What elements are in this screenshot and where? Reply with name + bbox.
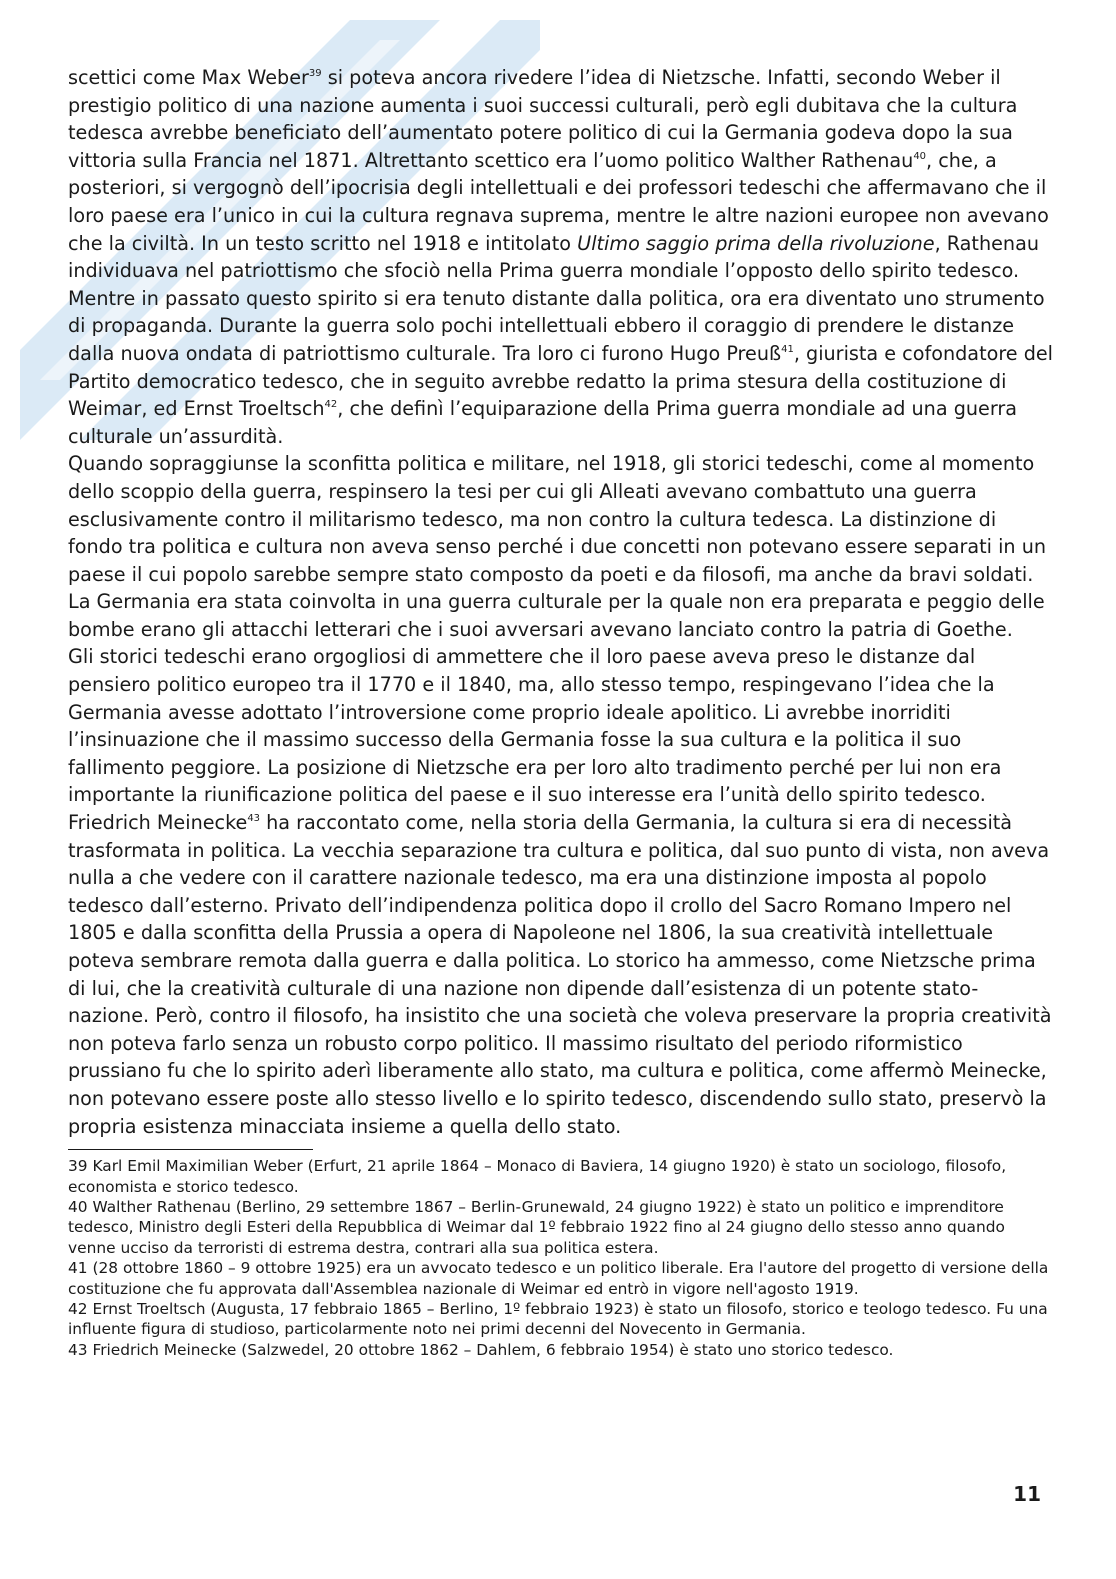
footnote-ref-41[interactable]: 41: [781, 343, 794, 355]
text-run: scettici come Max Weber: [68, 66, 309, 89]
footnote-40: 40 Walther Rathenau (Berlino, 29 settembre 1867 – Berlin-Grunewald, 24 giugno 1922) è stato un politico e imprenditore tedesco, Ministro degli Esteri della Repubblica di Weimar dal 1º febbraio 1922 fino al 24 giugno dello stesso anno quando venne ucciso da terroristi di estrema destra, contrari alla sua politica estera.: [68, 1197, 1005, 1257]
footnote-ref-39[interactable]: 39: [308, 68, 322, 79]
text-run: Gli storici tedeschi erano orgogliosi di ammettere che il loro paese aveva preso le distanze dal pensiero politico europeo tra il 1770 e il 1840, ma, allo stesso tempo, respingevano l’idea che la Germania avesse adottato l’introversione come proprio ideale apolitico. Li avrebbe inorriditi l’insinuazione che il massimo successo della Germania fosse la sua cultura e la politica il suo fallimento peggiore. La posizione di Nietzsche era per loro alto tradimento perché per lui non era importante la riunificazione politica del paese e il suo interesse era l’unità dello spirito tedesco. Friedrich Meinecke: [68, 645, 1002, 835]
paragraph-3: [68, 643, 1053, 1140]
footnote-42: 42 Ernst Troeltsch (Augusta, 17 febbraio 1865 – Berlino, 1º febbraio 1923) è stato un filosofo, storico e teologo tedesco. Fu una influente figura di studioso, particolarmente noto nei primi decenni del Novecento in Germania.: [68, 1300, 1048, 1339]
footnotes: [68, 1156, 1053, 1360]
text-run: , che, a posteriori, si vergognò dell’ipocrisia degli intellettuali e dei professori tedeschi che affermavano che il loro paese era l’unico in cui la cultura regnava suprema, mentre le altre nazioni europee non avevano che la civiltà. In un testo scritto nel 1918 e intitolato: [68, 148, 1049, 255]
page-number: 11: [1013, 1482, 1041, 1506]
paragraph-1: [68, 64, 1053, 450]
footnote-separator: [68, 1149, 313, 1150]
footnote-41: 41 (28 ottobre 1860 – 9 ottobre 1925) era un avvocato tedesco e un politico liberale. Era l'autore del progetto di versione della costituzione che fu approvata dall'Assemblea nazionale di Weimar ed entrò in vigore nell'agosto 1919.: [68, 1259, 1049, 1298]
footnote-43: 43 Friedrich Meinecke (Salzwedel, 20 ottobre 1862 – Dahlem, 6 febbraio 1954) è stato uno storico tedesco.: [68, 1340, 894, 1359]
body-text: [68, 64, 1053, 1140]
text-run: , Rathenau individuava nel patriottismo che sfociò nella Prima guerra mondiale l’opposto dello spirito tedesco. Mentre in passato questo spirito si era tenuto distante dalla politica, ora era diventato uno strumento di propaganda. Durante la guerra solo pochi intellettuali ebbero il coraggio di prendere le distanze dalla nuova ondata di patriottismo culturale. Tra loro ci furono Hugo Preuß: [68, 231, 1045, 365]
footnote-ref-42[interactable]: 42: [324, 399, 338, 411]
footnote-ref-40[interactable]: 40: [913, 150, 927, 162]
text-run: , giurista e cofondatore del Partito democratico tedesco, che in seguito avrebbe redatto la prima stesura della costituzione di Weimar, ed Ernst Troeltsch: [68, 341, 1054, 421]
document-page: [68, 64, 1053, 1360]
text-run: si poteva ancora rivedere l’idea di Nietzsche. Infatti, secondo Weber il prestigio politico di una nazione aumenta i suoi successi culturali, però egli dubitava che la cultura tedesca avrebbe beneficiato dell’aumentato potere politico di cui la Germania godeva dopo la sua vittoria sulla Francia nel 1871. Altrettanto scettico era l’uomo politico Walther Rathenau: [68, 66, 1018, 172]
footnote-39: 39 Karl Emil Maximilian Weber (Erfurt, 21 aprile 1864 – Monaco di Baviera, 14 giugno 1920) è stato un sociologo, filosofo, economista e storico tedesco.: [68, 1157, 1007, 1196]
work-title: Ultimo saggio prima della rivoluzione: [577, 231, 935, 255]
footnote-ref-43[interactable]: 43: [247, 813, 261, 825]
paragraph-2: Quando sopraggiunse la sconfitta politica e militare, nel 1918, gli storici tedeschi, come al momento dello scoppio della guerra, respinsero la tesi per cui gli Alleati avevano combattuto una guerra esclusivamente contro il militarismo tedesco, ma non contro la cultura tedesca. La distinzione di fondo tra politica e cultura non aveva senso perché i due concetti non potevano essere separati in un paese il cui popolo sarebbe sempre stato composto da poeti e da filosofi, ma anche da bravi soldati. La Germania era stata coinvolta in una guerra culturale per la quale non era preparata e peggio delle bombe erano gli attacchi letterari che i suoi avversari avevano lanciato contro la patria di Goethe.: [68, 452, 1047, 641]
text-run: ha raccontato come, nella storia della Germania, la cultura si era di necessità trasformata in politica. La vecchia separazione tra cultura e politica, dal suo punto di vista, non aveva nulla a che vedere con il carattere nazionale tedesco, ma era una distinzione imposta al popolo tedesco dall’esterno. Privato dell’indipendenza politica dopo il crollo del Sacro Romano Impero nel 1805 e dalla sconfitta della Prussia a opera di Napoleone nel 1806, la sua creatività intellettuale poteva sembrare remota dalla guerra e dalla politica. Lo storico ha ammesso, come Nietzsche prima di lui, che la creatività culturale di una nazione non dipende dall’esistenza di un potente stato-nazione. Però, contro il filosofo, ha insistito che una società che voleva preservare la propria creatività non poteva farlo senza un robusto corpo politico. Il massimo risultato del periodo riformistico prussiano fu che lo spirito aderì liberamente allo stato, ma cultura e politica, come affermò Meinecke, non potevano essere poste allo stesso livello e lo spirito tedesco, discendendo sullo stato, preservò la propria esistenza minacciata insieme a quella dello stato.: [68, 811, 1052, 1138]
text-run: , che definì l’equiparazione della Prima guerra mondiale ad una guerra culturale un’assurdità.: [68, 397, 1018, 448]
